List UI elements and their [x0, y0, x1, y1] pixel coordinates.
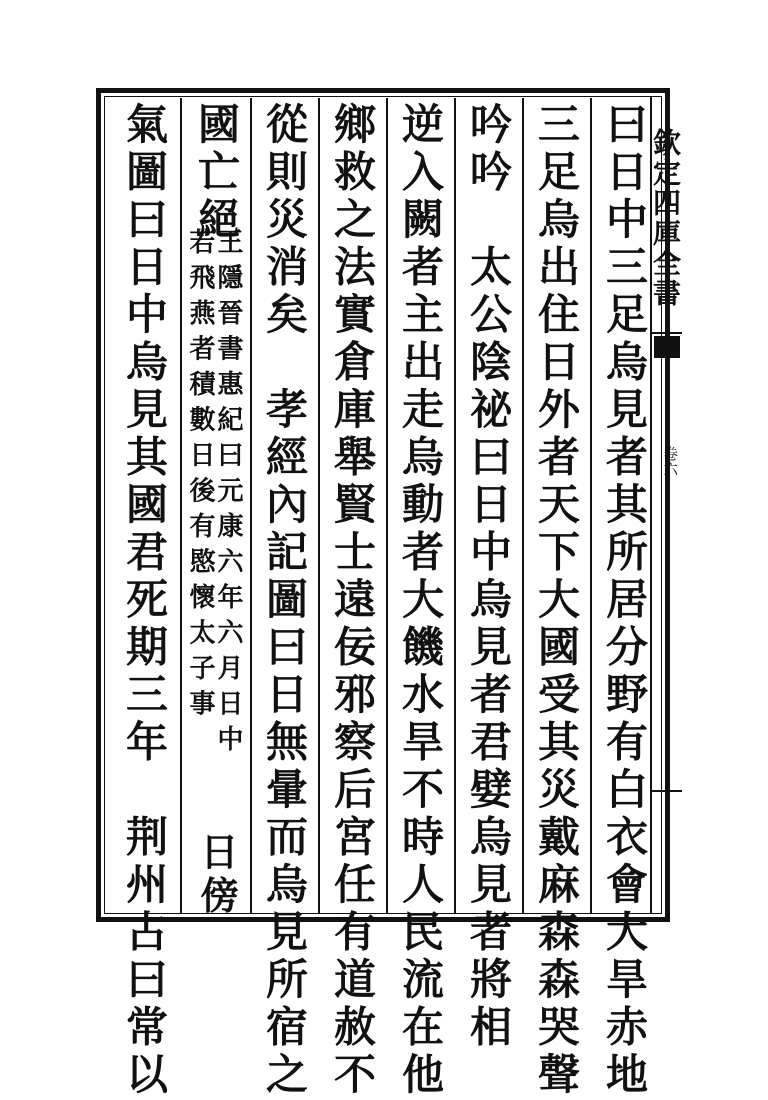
column-rule [590, 98, 592, 913]
commentary-right-line: 王隱晉書惠紀曰元康六年六月日中 [213, 228, 243, 761]
text-column-5: 鄉救之法實倉庫舉賢士遠佞邪察后宮任有道赦不 [328, 102, 377, 1100]
column-rule [454, 98, 456, 913]
column-rule [318, 98, 320, 913]
margin-bottom-mark [652, 790, 682, 792]
text-column-1: 曰日中三足烏見者其所居分野有白衣會大旱赤地 [600, 102, 649, 1100]
text-column-3: 吟吟 太公陰祕曰日中烏見者君嬖烏見者將相 [464, 102, 513, 1052]
commentary-left-line: 若飛燕者積數日後有愍懷太子事 [185, 228, 215, 725]
fish-tail-mark [654, 336, 680, 358]
column-rule [180, 98, 182, 913]
column-rule [386, 98, 388, 913]
text-column-6: 從則災消矣 孝經內記圖曰日無暈而烏見所宿之 [260, 102, 309, 1100]
margin-book-title: 欽定四庫全書 [649, 128, 682, 308]
margin-volume-label: 卷六 [661, 446, 679, 476]
column-rule [522, 98, 524, 913]
text-column-2: 三足烏出住日外者天下大國受其災戴麻森森哭聲 [532, 102, 581, 1100]
column-rule [250, 98, 252, 913]
text-column-8: 氣圖曰日中烏見其國君死期三年 荆州占曰常以 [120, 102, 169, 1100]
fish-tail-line [652, 332, 682, 334]
text-column-7-main: 國亡絕 [192, 102, 241, 245]
text-column-4: 逆入闕者主出走烏動者大饑水旱不時人民流在他 [396, 102, 445, 1100]
text-column-7-tail: 日傍 [194, 832, 239, 919]
